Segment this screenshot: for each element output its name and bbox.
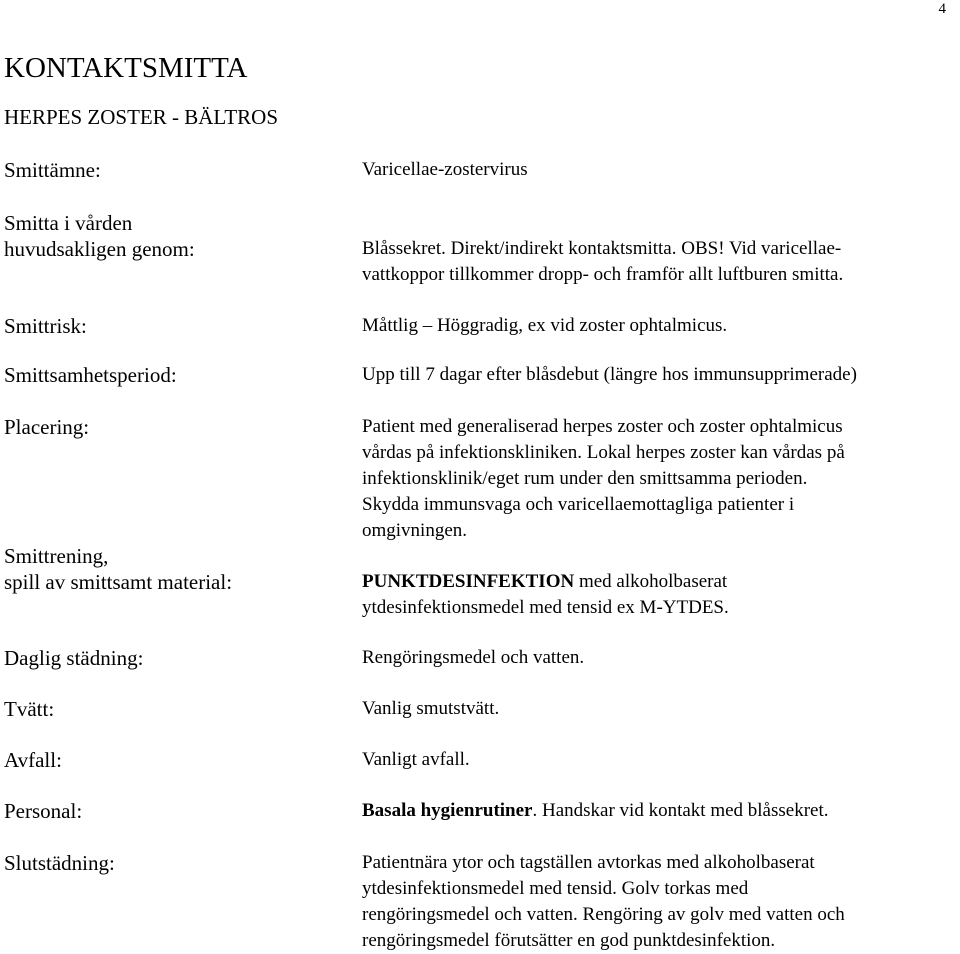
label-smittrening-line1: Smittrening,	[4, 544, 109, 568]
label-smittrening-line2: spill av smittsamt material:	[4, 570, 233, 594]
value-slutstadning-line: ytdesinfektionsmedel med tensid. Golv torkas med	[362, 878, 749, 899]
label-smitta-i-varden-line1: Smitta i vården	[4, 211, 133, 235]
value-smittsamhetsperiod: Upp till 7 dagar efter blåsdebut (längre hos immunsupprimerade)	[362, 364, 857, 385]
label-placering: Placering:	[4, 415, 90, 439]
value-placering-line: vårdas på infektionskliniken. Lokal herpes zoster kan vårdas på	[362, 442, 845, 463]
value-personal	[362, 798, 957, 824]
value-placering	[362, 414, 957, 544]
label-smittrisk: Smittrisk:	[4, 314, 87, 338]
label-smitta-i-varden-line2: huvudsakligen genom:	[4, 237, 195, 261]
value-smittrisk: Måttlig – Höggradig, ex vid zoster ophtalmicus.	[362, 315, 728, 336]
value-smittrening-rest: med alkoholbaserat	[574, 571, 728, 592]
value-smitta-i-varden-line1: Blåssekret. Direkt/indirekt kontaktsmitta. OBS! Vid varicellae-	[362, 238, 842, 259]
value-smittrening-line1	[362, 569, 957, 595]
value-smitta-i-varden	[362, 236, 957, 288]
value-slutstadning	[362, 850, 957, 954]
value-smitta-i-varden-line2: vattkoppor tillkommer dropp- och framför allt luftburen smitta.	[362, 264, 844, 285]
document-subtitle: HERPES ZOSTER - BÄLTROS	[4, 105, 279, 129]
value-smittrening-line2: ytdesinfektionsmedel med tensid ex M-YTDES.	[362, 597, 729, 618]
value-tvatt: Vanlig smutstvätt.	[362, 698, 500, 719]
value-placering-line: Patient med generaliserad herpes zoster och zoster ophtalmicus	[362, 416, 843, 437]
label-smittsamhetsperiod: Smittsamhetsperiod:	[4, 363, 177, 387]
value-daglig-stadning: Rengöringsmedel och vatten.	[362, 647, 585, 668]
label-slutstadning: Slutstädning:	[4, 851, 115, 875]
label-smittamne: Smittämne:	[4, 158, 101, 182]
value-slutstadning-line: Patientnära ytor och tagställen avtorkas med alkoholbaserat	[362, 852, 815, 873]
label-smitta-i-varden	[4, 210, 195, 262]
label-avfall: Avfall:	[4, 748, 62, 772]
label-daglig-stadning: Daglig städning:	[4, 646, 144, 670]
document-title: KONTAKTSMITTA	[4, 52, 248, 84]
value-slutstadning-line: rengöringsmedel och vatten. Rengöring av golv med vatten och	[362, 904, 845, 925]
label-smittrening	[4, 543, 232, 595]
value-placering-line: infektionsklinik/eget rum under den smittsamma perioden.	[362, 468, 808, 489]
basala-hygienrutiner-emphasis: Basala hygienrutiner	[362, 800, 533, 821]
value-placering-line: omgivningen.	[362, 520, 468, 541]
value-slutstadning-line: rengöringsmedel förutsätter en god punktdesinfektion.	[362, 930, 776, 951]
value-avfall: Vanligt avfall.	[362, 749, 470, 770]
punktdesinfektion-emphasis: PUNKTDESINFEKTION	[362, 571, 575, 592]
value-smittrening	[362, 569, 957, 621]
value-smittamne: Varicellae-zostervirus	[362, 159, 528, 180]
page-number: 4	[938, 1, 946, 17]
label-personal: Personal:	[4, 799, 83, 823]
value-personal-rest: . Handskar vid kontakt med blåssekret.	[532, 800, 829, 821]
value-placering-line: Skydda immunsvaga och varicellaemottagliga patienter i	[362, 494, 795, 515]
label-tvatt: Tvätt:	[4, 697, 55, 721]
